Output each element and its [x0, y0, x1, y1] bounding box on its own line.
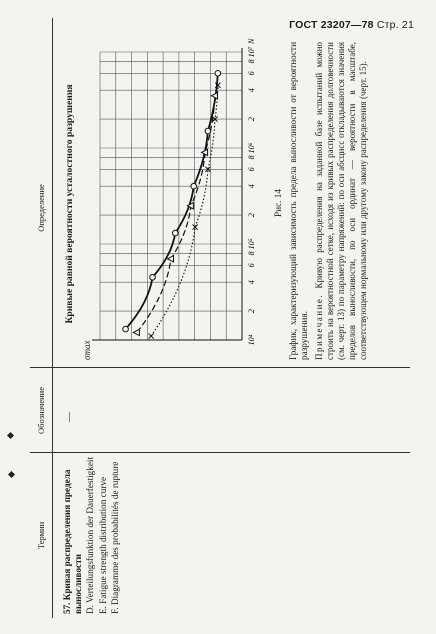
x-axis-label: N	[247, 38, 256, 44]
column-header-definition: Определение	[36, 184, 46, 232]
x-tick-label: 2	[247, 309, 256, 314]
term-title: 57. Кривая распределения предела выносливости	[62, 469, 84, 614]
figure-caption: Рис. 14	[273, 189, 283, 217]
column-divider	[30, 452, 410, 453]
bullet-mark	[7, 432, 14, 439]
series-line	[137, 96, 215, 333]
x-tick-label: 10⁶	[247, 142, 256, 154]
y-axis-label: σmax	[82, 340, 92, 360]
x-tick-label: 8	[247, 59, 256, 64]
probability-chart	[86, 38, 272, 368]
x-tick-label: 6	[247, 263, 256, 268]
table-rule	[52, 18, 53, 618]
data-point-triangle	[168, 256, 174, 262]
x-tick-label: 2	[247, 213, 256, 218]
x-tick-label: 8	[247, 251, 256, 256]
term-german: D. Verteilungsfunktion der Dauerfestigkeit	[85, 457, 96, 614]
data-point-circle	[123, 326, 129, 332]
column-header-term: Термин	[36, 521, 46, 550]
data-point-cross	[149, 333, 154, 338]
notation-value: —	[64, 412, 75, 422]
standard-number: ГОСТ 23207—78	[289, 19, 374, 31]
x-tick-label: 10⁷	[247, 46, 256, 58]
column-header-notation: Обозначение	[36, 387, 46, 434]
term-english: E. Fatigue strength distribution curve	[97, 476, 108, 614]
data-point-circle	[150, 274, 156, 280]
note-text: Кривую распределения на заданной базе испытаний можно строить на вероятностной сетке, исходя из кривых распределения долговечности (см. черт. 13) по параметру напряжений: по оси абсцисс откладываются значения пределов выносливости, по оси ординат — вероятности в масштабе, соответствующем нормальному или другому закону распределения (черт. 15).	[314, 42, 368, 360]
bullet-mark	[8, 471, 15, 478]
x-tick-label: 6	[247, 167, 256, 172]
term-entry	[62, 454, 122, 614]
x-tick-label: 6	[247, 71, 256, 76]
x-tick-label: 2	[247, 117, 256, 122]
definition-text: График, характеризующий зависимость предела выносливости от вероятности разрушения.	[288, 42, 310, 360]
series-line	[126, 73, 218, 329]
x-tick-label: 8	[247, 155, 256, 160]
series-line	[151, 85, 218, 336]
term-french: F. Diagramme des probabilités de rupture	[109, 461, 120, 614]
chart-title: Кривые равной вероятности усталостного разрушения	[64, 84, 75, 324]
x-tick-label: 10⁵	[247, 238, 256, 250]
data-point-circle	[191, 183, 197, 189]
data-point-triangle	[133, 329, 139, 335]
note-lead: Примечание.	[314, 293, 324, 360]
x-tick-label: 10⁴	[247, 334, 256, 346]
data-point-circle	[172, 230, 178, 236]
x-tick-label: 4	[247, 280, 256, 285]
x-tick-label: 4	[247, 184, 256, 189]
rotated-table	[30, 18, 410, 618]
page-number: Стр. 21	[376, 19, 414, 31]
note-paragraph	[314, 42, 369, 360]
data-point-circle	[215, 70, 221, 76]
x-tick-label: 4	[247, 88, 256, 93]
